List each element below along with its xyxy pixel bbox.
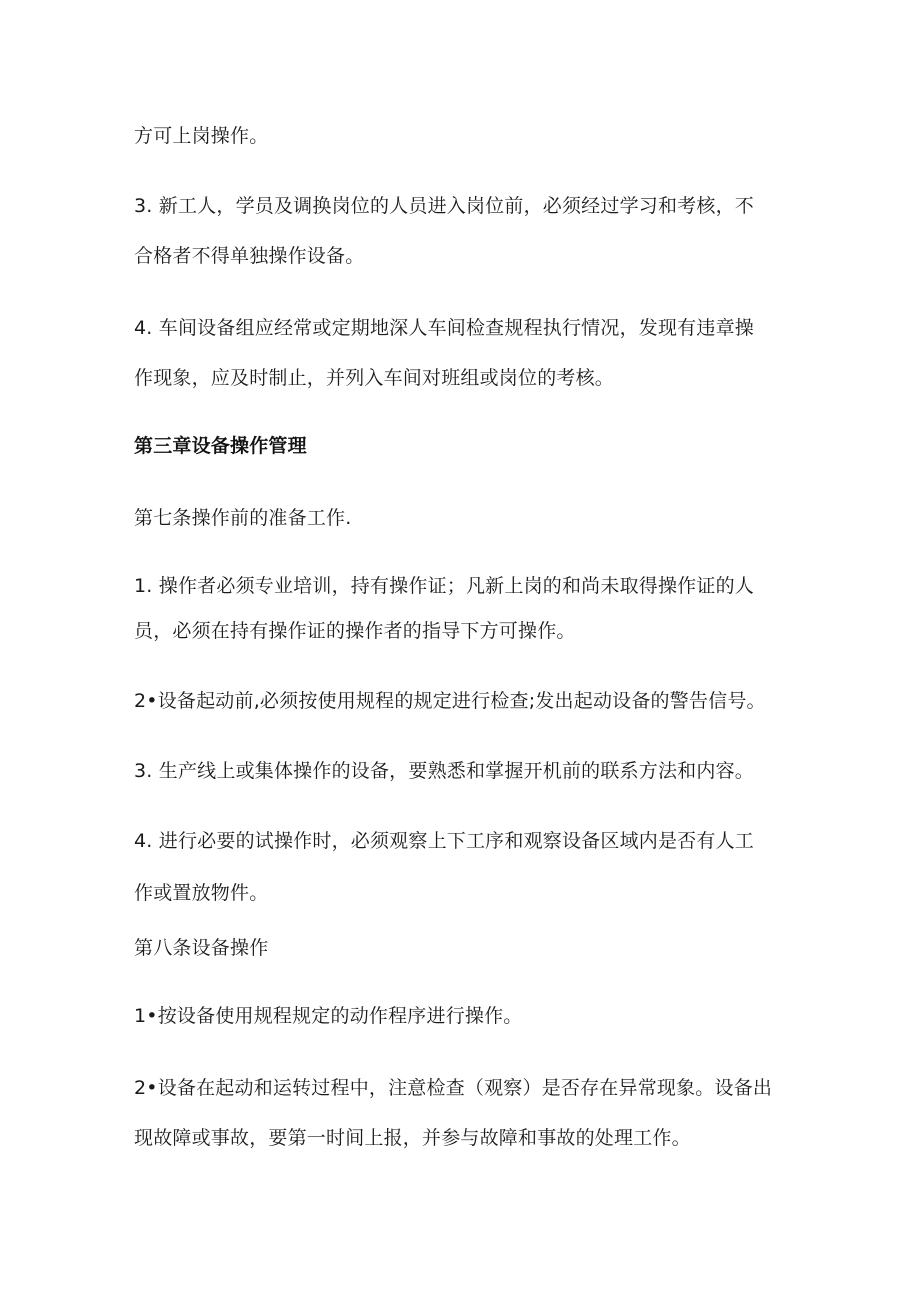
list-item-text: 3. 新工人，学员及调换岗位的人员进入岗位前，必须经过学习和考核，不: [134, 195, 754, 217]
article-heading: 第七条操作前的准备工作.: [134, 507, 352, 529]
list-item-text: 2•设备起动前,必须按使用规程的规定进行检查;发出起动设备的警告信号。: [134, 690, 766, 712]
list-item-text: 3. 生产线上或集体操作的设备，要熟悉和掌握开机前的联系方法和内容。: [134, 760, 754, 782]
list-item-text: 4. 进行必要的试操作时，必须观察上下工序和观察设备区域内是否有人工: [134, 830, 754, 852]
list-item-text: 1•按设备使用规程规定的动作程序进行操作。: [134, 1005, 523, 1027]
list-item-text: 作现象，应及时制止，并列入车间对班组或岗位的考核。: [134, 367, 615, 389]
text-line: 方可上岗操作。: [134, 125, 269, 147]
list-item-text: 4. 车间设备组应经常或定期地深人车间检查规程执行情况，发现有违章操: [134, 317, 754, 339]
list-item-text: 2•设备在起动和运转过程中，注意检查（观察）是否存在异常现象。设备出: [134, 1077, 773, 1099]
list-item-text: 现故障或事故，要第一时间上报，并参与故障和事故的处理工作。: [134, 1127, 691, 1149]
list-item-text: 1. 操作者必须专业培训，持有操作证；凡新上岗的和尚未取得操作证的人: [134, 575, 754, 597]
chapter-heading: 第三章设备操作管理: [134, 435, 307, 457]
list-item-text: 员，必须在持有操作证的操作者的指导下方可操作。: [134, 620, 576, 642]
article-heading: 第八条设备操作: [134, 937, 269, 959]
list-item-text: 合格者不得单独操作设备。: [134, 245, 365, 267]
list-item-text: 作或置放物件。: [134, 882, 269, 904]
